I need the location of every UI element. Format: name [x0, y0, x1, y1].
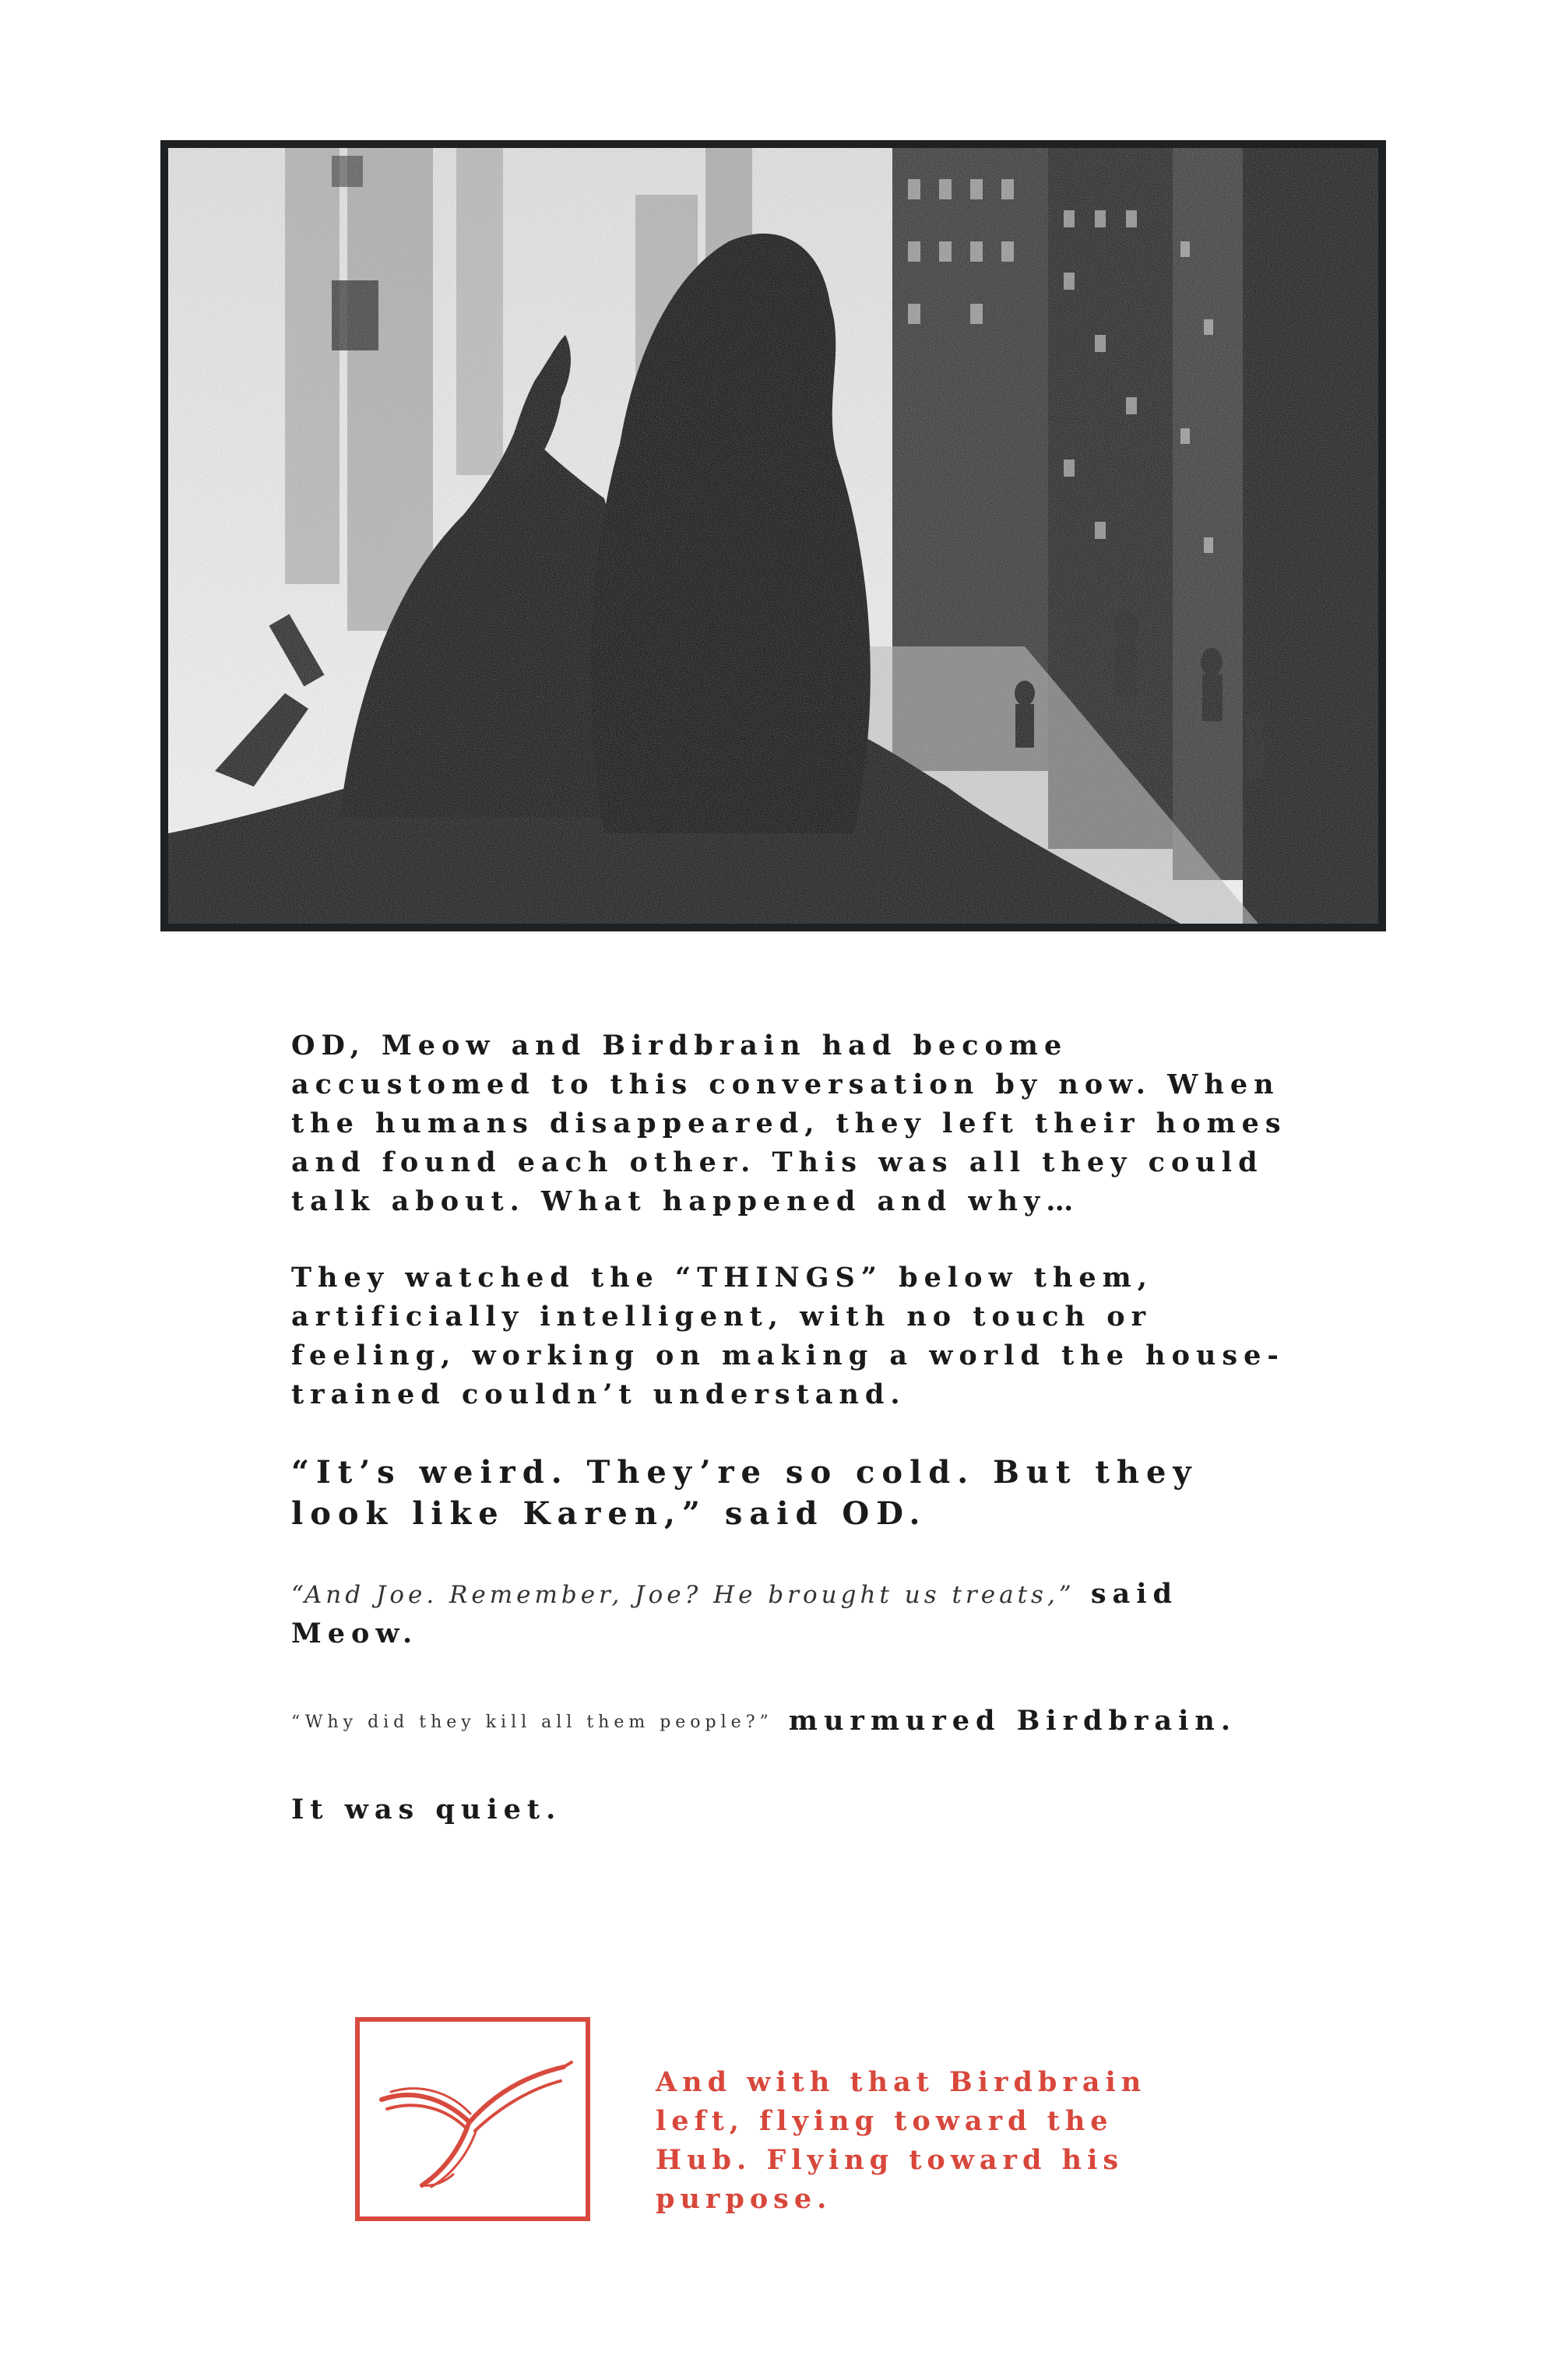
- paragraph-od-quote: “It’s weird. They’re so cold. But they look like Karen,” said OD.: [291, 1454, 1198, 1532]
- paragraph-things: They watched the “THINGS” below them, artificially intelligent, with no touch or feeling, working on making a world the house-trained couldn’t understand.: [291, 1262, 1285, 1410]
- paragraph-birdbrain-quote: [291, 1702, 1288, 1742]
- bird-logo-frame: [355, 2017, 590, 2221]
- paragraph-meow-quote: [291, 1575, 1288, 1653]
- birdbrain-dialogue-tag: murmured Birdbrain.: [772, 1705, 1237, 1737]
- flying-bird-icon: [360, 2022, 586, 2216]
- grain-texture: [168, 148, 1378, 924]
- meow-dialogue-tag: said Meow.: [291, 1578, 1178, 1649]
- meow-quote: “And Joe. Remember, Joe? He brought us treats,”: [291, 1581, 1075, 1609]
- closing-text: And with that Birdbrain left, flying toward the Hub. Flying toward his purpose.: [656, 2066, 1147, 2215]
- story-text: [291, 1026, 1288, 1829]
- illustration-panel: [160, 140, 1386, 931]
- birdbrain-quote: “Why did they kill all them people?”: [291, 1713, 773, 1732]
- city-silhouette-illustration: [168, 148, 1378, 924]
- paragraph-intro: OD, Meow and Birdbrain had become accustomed to this conversation by now. When the humans disappeared, they left their homes and found each other. This was all they could talk about. What happened and why…: [291, 1030, 1287, 1217]
- paragraph-quiet: It was quiet.: [291, 1794, 562, 1825]
